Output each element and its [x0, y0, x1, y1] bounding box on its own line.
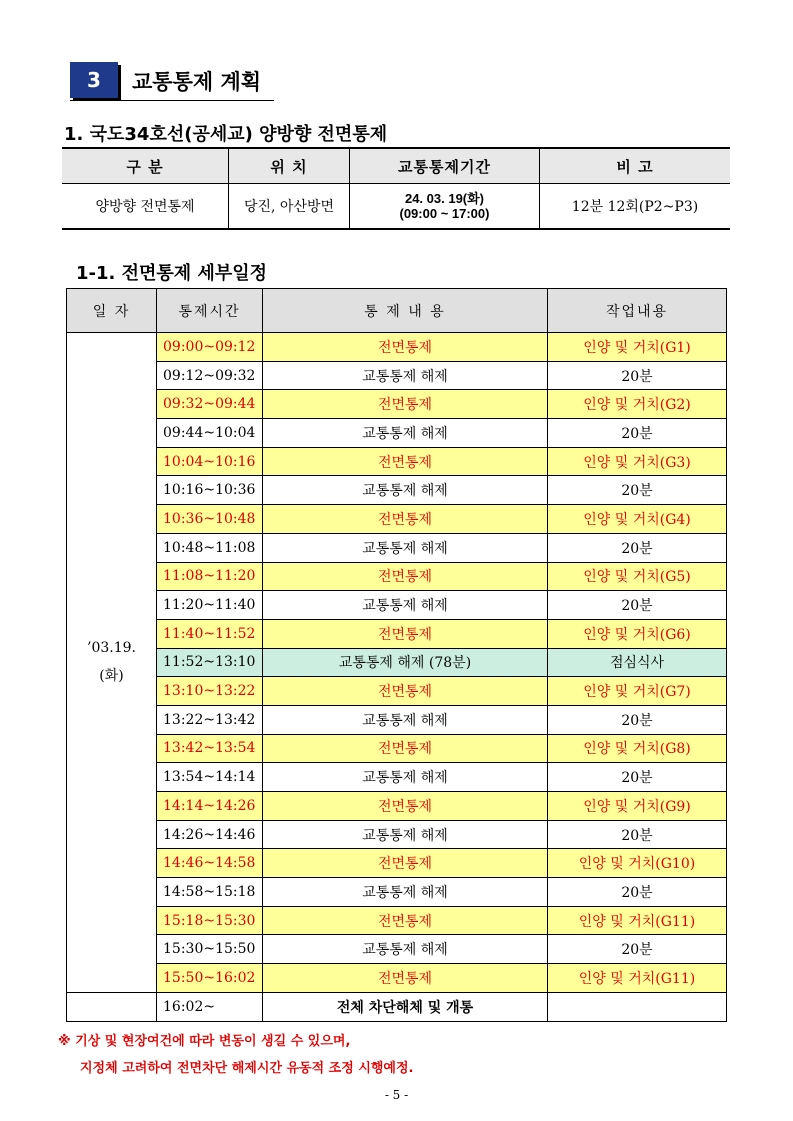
schedule-work: 20분 — [548, 705, 727, 734]
schedule-work: 점심식사 — [548, 648, 727, 677]
summary-period-hours: (09:00 ~ 17:00) — [399, 206, 490, 221]
heading-2: 1-1. 전면통제 세부일정 — [76, 263, 267, 284]
schedule-work: 인양 및 거치(G2) — [548, 390, 727, 419]
schedule-work: 20분 — [548, 419, 727, 448]
schedule-table — [66, 288, 727, 1022]
heading-1: 1. 국도34호선(공세교) 양방향 전면통제 — [64, 124, 388, 145]
table-row — [67, 964, 727, 993]
schedule-time: 16:02~ — [157, 992, 263, 1021]
schedule-work: 20분 — [548, 476, 727, 505]
schedule-time: 09:44~10:04 — [157, 419, 263, 448]
table-row — [67, 505, 727, 534]
schedule-work: 20분 — [548, 533, 727, 562]
schedule-content: 전면통제 — [263, 447, 548, 476]
schedule-content: 전면통제 — [263, 964, 548, 993]
schedule-content: 교통통제 해제 — [263, 591, 548, 620]
schedule-time: 15:50~16:02 — [157, 964, 263, 993]
table-row — [67, 476, 727, 505]
schedule-time: 13:10~13:22 — [157, 677, 263, 706]
schedule-work: 인양 및 거치(G11) — [548, 964, 727, 993]
schedule-time: 14:26~14:46 — [157, 820, 263, 849]
section-header — [70, 62, 274, 101]
table-row — [67, 533, 727, 562]
schedule-content: 교통통제 해제 — [263, 419, 548, 448]
summary-period-date: 24. 03. 19(화) — [404, 191, 485, 206]
table-row — [67, 705, 727, 734]
schedule-work: 20분 — [548, 878, 727, 907]
table-row — [67, 619, 727, 648]
summary-row — [62, 184, 730, 230]
schedule-work: 인양 및 거치(G3) — [548, 447, 727, 476]
table-row — [67, 820, 727, 849]
schedule-content: 전면통제 — [263, 333, 548, 362]
schedule-time: 14:46~14:58 — [157, 849, 263, 878]
schedule-work: 인양 및 거치(G10) — [548, 849, 727, 878]
summary-header-location: 위 치 — [229, 148, 350, 184]
schedule-content: 전체 차단해체 및 개통 — [263, 992, 548, 1021]
schedule-work: 인양 및 거치(G1) — [548, 333, 727, 362]
table-row — [67, 648, 727, 677]
table-row — [67, 361, 727, 390]
summary-table — [62, 147, 730, 230]
schedule-content: 교통통제 해제 — [263, 705, 548, 734]
summary-type: 양방향 전면통제 — [62, 184, 229, 230]
schedule-time: 14:14~14:26 — [157, 792, 263, 821]
schedule-time: 09:12~09:32 — [157, 361, 263, 390]
table-row — [67, 792, 727, 821]
schedule-content: 전면통제 — [263, 792, 548, 821]
table-row — [67, 419, 727, 448]
schedule-date-empty — [67, 992, 157, 1021]
table-row — [67, 992, 727, 1021]
summary-period — [350, 184, 540, 230]
schedule-content: 교통통제 해제 — [263, 935, 548, 964]
table-row — [67, 447, 727, 476]
schedule-time: 14:58~15:18 — [157, 878, 263, 907]
table-row — [67, 734, 727, 763]
schedule-date-day: ’03.19. — [87, 640, 136, 657]
schedule-work: 인양 및 거치(G11) — [548, 906, 727, 935]
schedule-content: 교통통제 해제 — [263, 533, 548, 562]
schedule-content: 교통통제 해제 — [263, 476, 548, 505]
schedule-time: 11:20~11:40 — [157, 591, 263, 620]
section-title: 교통통제 계획 — [132, 70, 262, 94]
schedule-work: 20분 — [548, 361, 727, 390]
schedule-content: 교통통제 해제 (78분) — [263, 648, 548, 677]
table-row — [67, 878, 727, 907]
schedule-time: 10:48~11:08 — [157, 533, 263, 562]
schedule-time: 11:08~11:20 — [157, 562, 263, 591]
page-number: - 5 - — [384, 1088, 409, 1102]
schedule-content: 교통통제 해제 — [263, 878, 548, 907]
summary-note: 12분 12회(P2~P3) — [540, 184, 731, 230]
schedule-time: 15:30~15:50 — [157, 935, 263, 964]
schedule-work: 인양 및 거치(G9) — [548, 792, 727, 821]
schedule-work: 인양 및 거치(G4) — [548, 505, 727, 534]
schedule-work: 인양 및 거치(G5) — [548, 562, 727, 591]
schedule-content: 전면통제 — [263, 734, 548, 763]
note-line-2: 지정체 고려하여 전면차단 해제시간 유동적 조정 시행예정. — [80, 1061, 414, 1076]
table-row — [67, 906, 727, 935]
table-row — [67, 591, 727, 620]
table-row — [67, 562, 727, 591]
schedule-content: 교통통제 해제 — [263, 763, 548, 792]
schedule-work: 20분 — [548, 935, 727, 964]
schedule-header-date: 일 자 — [67, 289, 157, 333]
schedule-work: 인양 및 거치(G8) — [548, 734, 727, 763]
schedule-work: 20분 — [548, 763, 727, 792]
schedule-content: 전면통제 — [263, 619, 548, 648]
schedule-content: 교통통제 해제 — [263, 361, 548, 390]
schedule-time: 10:16~10:36 — [157, 476, 263, 505]
schedule-content: 전면통제 — [263, 562, 548, 591]
schedule-time: 09:00~09:12 — [157, 333, 263, 362]
table-row — [67, 763, 727, 792]
schedule-header-work: 작업내용 — [548, 289, 727, 333]
schedule-work: 인양 및 거치(G6) — [548, 619, 727, 648]
summary-location: 당진, 아산방면 — [229, 184, 350, 230]
schedule-time: 11:52~13:10 — [157, 648, 263, 677]
schedule-time: 13:54~14:14 — [157, 763, 263, 792]
table-row — [67, 390, 727, 419]
note-line-1: ※ 기상 및 현장여건에 따라 변동이 생길 수 있으며, — [58, 1034, 351, 1049]
schedule-content: 전면통제 — [263, 849, 548, 878]
schedule-content: 교통통제 해제 — [263, 820, 548, 849]
table-row — [67, 935, 727, 964]
schedule-date — [67, 333, 157, 993]
schedule-work — [548, 992, 727, 1021]
section-number: 3 — [70, 62, 118, 98]
table-row — [67, 849, 727, 878]
schedule-time: 09:32~09:44 — [157, 390, 263, 419]
schedule-time: 10:36~10:48 — [157, 505, 263, 534]
schedule-date-weekday: (화) — [99, 668, 124, 685]
schedule-time: 11:40~11:52 — [157, 619, 263, 648]
schedule-content: 전면통제 — [263, 906, 548, 935]
schedule-time: 10:04~10:16 — [157, 447, 263, 476]
summary-header-period: 교통통제기간 — [350, 148, 540, 184]
schedule-work: 20분 — [548, 820, 727, 849]
schedule-content: 전면통제 — [263, 390, 548, 419]
table-row — [67, 677, 727, 706]
schedule-time: 15:18~15:30 — [157, 906, 263, 935]
schedule-time: 13:22~13:42 — [157, 705, 263, 734]
schedule-header-content: 통 제 내 용 — [263, 289, 548, 333]
schedule-work: 20분 — [548, 591, 727, 620]
table-row — [67, 333, 727, 362]
schedule-header-time: 통제시간 — [157, 289, 263, 333]
schedule-time: 13:42~13:54 — [157, 734, 263, 763]
schedule-work: 인양 및 거치(G7) — [548, 677, 727, 706]
summary-header-note: 비 고 — [540, 148, 731, 184]
summary-header-type: 구 분 — [62, 148, 229, 184]
schedule-content: 전면통제 — [263, 677, 548, 706]
schedule-content: 전면통제 — [263, 505, 548, 534]
